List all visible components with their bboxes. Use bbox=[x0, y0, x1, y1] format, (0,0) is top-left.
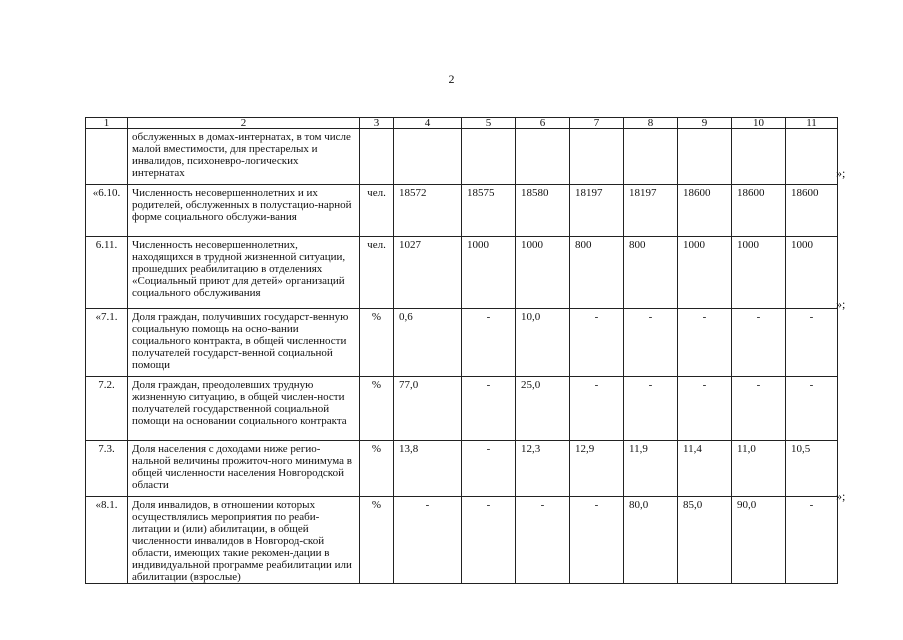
indicator-value: 18600 bbox=[732, 185, 786, 237]
indicator-value: 10,0 bbox=[516, 309, 570, 377]
column-header: 10 bbox=[732, 118, 786, 129]
indicator-description: Численность несовершеннолетних, находящихся в трудной жизненной ситуации, прошедших реабилитацию в отделениях «Социальный приют для детей» организаций социального обслуживания bbox=[128, 237, 360, 309]
indicator-value bbox=[732, 129, 786, 185]
indicator-value: 1000 bbox=[732, 237, 786, 309]
indicator-value: 1027 bbox=[394, 237, 462, 309]
indicator-value bbox=[624, 129, 678, 185]
table-row bbox=[86, 129, 838, 185]
indicator-value: - bbox=[786, 497, 838, 584]
indicator-value: - bbox=[732, 309, 786, 377]
unit-of-measure: чел. bbox=[360, 237, 394, 309]
indicator-value: 13,8 bbox=[394, 441, 462, 497]
indicator-value: - bbox=[462, 497, 516, 584]
row-number: 7.3. bbox=[86, 441, 128, 497]
indicators-table bbox=[85, 117, 838, 584]
indicator-value: 12,9 bbox=[570, 441, 624, 497]
column-header: 2 bbox=[128, 118, 360, 129]
table-row bbox=[86, 185, 838, 237]
row-number: «8.1. bbox=[86, 497, 128, 584]
indicator-value: - bbox=[570, 497, 624, 584]
indicator-value: - bbox=[462, 441, 516, 497]
column-header: 8 bbox=[624, 118, 678, 129]
indicator-value: 80,0 bbox=[624, 497, 678, 584]
indicator-value bbox=[786, 129, 838, 185]
indicator-value: - bbox=[570, 377, 624, 441]
table-row bbox=[86, 309, 838, 377]
indicator-value: 1000 bbox=[786, 237, 838, 309]
indicator-value: 18197 bbox=[624, 185, 678, 237]
column-header: 4 bbox=[394, 118, 462, 129]
indicator-value: - bbox=[570, 309, 624, 377]
indicator-value bbox=[394, 129, 462, 185]
column-header: 3 bbox=[360, 118, 394, 129]
indicator-value bbox=[678, 129, 732, 185]
unit-of-measure bbox=[360, 129, 394, 185]
indicator-description: Доля граждан, получивших государст-венную социальную помощь на осно-вании социального контракта, в общей численности получателей государст-венной социальной помощи bbox=[128, 309, 360, 377]
indicator-value: - bbox=[732, 377, 786, 441]
indicator-value: - bbox=[678, 309, 732, 377]
indicator-description: Доля инвалидов, в отношении которых осуществлялись мероприятия по реаби-литации и (или) абилитации, в общей численности инвалидов в Новгород-ской области, имеющих такие рекомен-дации в индивидуальной программе реабилитации или абилитации (взрослые) bbox=[128, 497, 360, 584]
indicator-value bbox=[570, 129, 624, 185]
indicator-value: 11,9 bbox=[624, 441, 678, 497]
indicator-value: 18572 bbox=[394, 185, 462, 237]
indicator-description: Доля населения с доходами ниже регио-нальной величины прожиточ-ного минимума в общей численности населения Новгородской области bbox=[128, 441, 360, 497]
indicator-value: 12,3 bbox=[516, 441, 570, 497]
closing-quote-mark: »; bbox=[836, 166, 846, 180]
row-number: 7.2. bbox=[86, 377, 128, 441]
column-header: 5 bbox=[462, 118, 516, 129]
indicator-value: - bbox=[786, 377, 838, 441]
indicator-value: 18600 bbox=[786, 185, 838, 237]
indicator-value: - bbox=[394, 497, 462, 584]
indicator-value: 18580 bbox=[516, 185, 570, 237]
table-header-row bbox=[86, 118, 838, 129]
indicator-value: 18575 bbox=[462, 185, 516, 237]
indicator-value: 18197 bbox=[570, 185, 624, 237]
indicator-value: 800 bbox=[570, 237, 624, 309]
indicator-value: 0,6 bbox=[394, 309, 462, 377]
indicator-description: Численность несовершеннолетних и их родителей, обслуженных в полустацио-нарной форме социального обслужи-вания bbox=[128, 185, 360, 237]
unit-of-measure: % bbox=[360, 377, 394, 441]
unit-of-measure: чел. bbox=[360, 185, 394, 237]
column-header: 11 bbox=[786, 118, 838, 129]
indicator-value: 1000 bbox=[462, 237, 516, 309]
indicator-value: - bbox=[624, 309, 678, 377]
table-row bbox=[86, 377, 838, 441]
row-number bbox=[86, 129, 128, 185]
row-number: «7.1. bbox=[86, 309, 128, 377]
row-number: 6.11. bbox=[86, 237, 128, 309]
indicator-value: - bbox=[462, 377, 516, 441]
column-header: 1 bbox=[86, 118, 128, 129]
indicator-value: 800 bbox=[624, 237, 678, 309]
indicator-description: Доля граждан, преодолевших трудную жизненную ситуацию, в общей числен-ности получателей государственной социальной помощи на основании социального контракта bbox=[128, 377, 360, 441]
indicator-value: 1000 bbox=[678, 237, 732, 309]
indicator-value: - bbox=[462, 309, 516, 377]
closing-quote-mark: »; bbox=[836, 489, 846, 503]
indicator-value: 25,0 bbox=[516, 377, 570, 441]
indicator-value: 11,0 bbox=[732, 441, 786, 497]
indicator-value: 11,4 bbox=[678, 441, 732, 497]
table-row bbox=[86, 237, 838, 309]
column-header: 9 bbox=[678, 118, 732, 129]
indicator-value: - bbox=[516, 497, 570, 584]
indicator-value: - bbox=[678, 377, 732, 441]
table-row bbox=[86, 497, 838, 584]
indicator-value: 85,0 bbox=[678, 497, 732, 584]
page-number: 2 bbox=[448, 72, 455, 86]
indicator-value: 1000 bbox=[516, 237, 570, 309]
unit-of-measure: % bbox=[360, 309, 394, 377]
row-number: «6.10. bbox=[86, 185, 128, 237]
closing-quote-mark: »; bbox=[836, 297, 846, 311]
indicator-value: 77,0 bbox=[394, 377, 462, 441]
indicator-description: обслуженных в домах-интернатах, в том числе малой вместимости, для престарелых и инвалидов, психоневро-логических интернатах bbox=[128, 129, 360, 185]
column-header: 6 bbox=[516, 118, 570, 129]
indicator-value bbox=[516, 129, 570, 185]
unit-of-measure: % bbox=[360, 441, 394, 497]
table-row bbox=[86, 441, 838, 497]
indicator-value: - bbox=[786, 309, 838, 377]
indicator-value bbox=[462, 129, 516, 185]
column-header: 7 bbox=[570, 118, 624, 129]
indicator-value: - bbox=[624, 377, 678, 441]
indicator-value: 18600 bbox=[678, 185, 732, 237]
unit-of-measure: % bbox=[360, 497, 394, 584]
indicator-value: 10,5 bbox=[786, 441, 838, 497]
indicator-value: 90,0 bbox=[732, 497, 786, 584]
